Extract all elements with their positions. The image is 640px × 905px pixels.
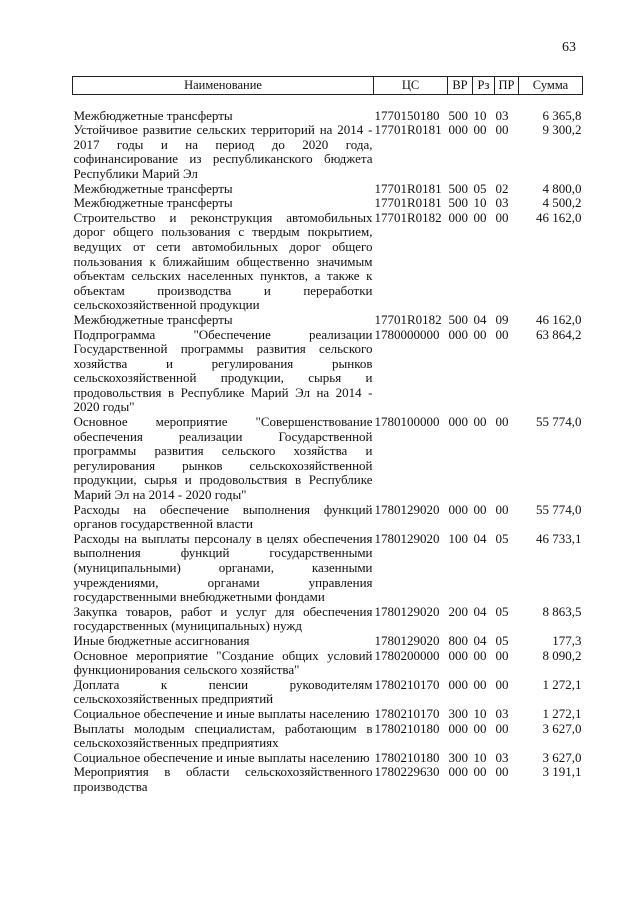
table-row: [73, 182, 583, 197]
cell-pr: 00: [495, 647, 509, 663]
cell-name: Мероприятия в области сельскохозяйственного производства: [73, 764, 373, 794]
table-row: [73, 328, 583, 416]
cell-cs: 17701R0181: [374, 122, 442, 138]
cell-vr: 000: [448, 326, 468, 342]
cell-name: Социальное обеспечение и иные выплаты населению: [73, 749, 370, 765]
cell-cs: 1780129020: [374, 603, 440, 619]
cell-vr: 100: [448, 530, 468, 546]
cell-sum: 46 733,1: [536, 530, 582, 546]
cell-cs: 1780129020: [374, 530, 440, 546]
cell-rz: 00: [473, 122, 487, 138]
cell-vr: 000: [448, 209, 468, 225]
cell-vr: 000: [448, 414, 468, 430]
cell-sum: 4 800,0: [542, 180, 582, 196]
cell-cs: 1780200000: [374, 647, 440, 663]
cell-pr: 03: [495, 749, 509, 765]
cell-sum: 6 365,8: [542, 107, 582, 123]
cell-cs: 1780000000: [374, 326, 440, 342]
cell-vr: 800: [448, 632, 468, 648]
cell-vr: 200: [448, 603, 468, 619]
cell-pr: 00: [495, 720, 509, 736]
cell-cs: 1780210180: [374, 749, 440, 765]
cell-pr: 00: [495, 501, 509, 517]
cell-sum: 46 162,0: [536, 311, 582, 327]
header-pr: ПР: [495, 77, 519, 95]
cell-name: Закупка товаров, работ и услуг для обеспечения государственных (муниципальных) нужд: [73, 603, 373, 634]
cell-pr: 05: [495, 530, 509, 546]
cell-sum: 4 500,2: [542, 195, 582, 211]
cell-sum: 55 774,0: [536, 501, 582, 517]
cell-pr: 02: [495, 180, 509, 196]
table-row: [73, 751, 583, 766]
cell-pr: 00: [495, 764, 509, 780]
table-row: [73, 678, 583, 707]
cell-vr: 300: [448, 749, 468, 765]
cell-vr: 500: [448, 107, 468, 123]
cell-rz: 10: [473, 195, 487, 211]
cell-name: Межбюджетные трансферты: [73, 195, 233, 211]
cell-pr: 09: [495, 311, 509, 327]
cell-sum: 177,3: [552, 632, 582, 648]
cell-rz: 04: [473, 632, 487, 648]
cell-rz: 04: [473, 603, 487, 619]
cell-pr: 00: [495, 414, 509, 430]
cell-name: Межбюджетные трансферты: [73, 311, 233, 327]
table-body: [73, 94, 583, 794]
cell-cs: 1770150180: [374, 107, 440, 123]
cell-sum: 46 162,0: [536, 209, 582, 225]
cell-cs: 1780129020: [374, 501, 440, 517]
cell-rz: 10: [473, 749, 487, 765]
cell-cs: 1780229630: [374, 764, 440, 780]
cell-vr: 000: [448, 501, 468, 517]
table-row: [73, 707, 583, 722]
cell-sum: 8 090,2: [542, 647, 582, 663]
cell-sum: 9 300,2: [542, 122, 582, 138]
cell-rz: 05: [473, 180, 487, 196]
cell-sum: 63 864,2: [536, 326, 582, 342]
header-cs: ЦС: [374, 77, 448, 95]
cell-pr: 03: [495, 107, 509, 123]
cell-rz: 00: [473, 414, 487, 430]
cell-sum: 3 627,0: [542, 749, 582, 765]
cell-rz: 00: [473, 209, 487, 225]
header-vr: ВР: [448, 77, 473, 95]
cell-name: Подпрограмма "Обеспечение реализации Государственной программы развития сельского хозяйства и регулирования рынков сельскохозяйственной продукции, сырья и продовольствия в Республике Марий Эл на 2014 - 2020 годы": [73, 326, 373, 415]
table-row: [73, 196, 583, 211]
table-row: [73, 722, 583, 751]
cell-pr: 00: [495, 326, 509, 342]
cell-vr: 000: [448, 122, 468, 138]
cell-sum: 8 863,5: [542, 603, 582, 619]
cell-rz: 00: [473, 764, 487, 780]
table-row: [73, 634, 583, 649]
cell-name: Основное мероприятие "Создание общих условий функционирования сельского хозяйства": [73, 647, 373, 678]
cell-name: Межбюджетные трансферты: [73, 180, 233, 196]
cell-cs: 1780210170: [374, 705, 440, 721]
cell-vr: 000: [448, 764, 468, 780]
cell-sum: 55 774,0: [536, 414, 582, 430]
cell-sum: 3 191,1: [542, 764, 582, 780]
cell-name: Выплаты молодым специалистам, работающим в сельскохозяйственных предприятиях: [73, 720, 373, 751]
budget-table: [72, 76, 583, 795]
cell-sum: 3 627,0: [542, 720, 582, 736]
cell-rz: 00: [473, 326, 487, 342]
cell-vr: 500: [448, 195, 468, 211]
cell-cs: 1780210180: [374, 720, 440, 736]
cell-vr: 300: [448, 705, 468, 721]
cell-cs: 1780129020: [374, 632, 440, 648]
cell-cs: 17701R0181: [374, 195, 442, 211]
table-row: [73, 415, 583, 503]
cell-rz: 00: [473, 720, 487, 736]
cell-pr: 00: [495, 209, 509, 225]
cell-vr: 000: [448, 647, 468, 663]
cell-cs: 1780100000: [374, 414, 440, 430]
table-row: [73, 313, 583, 328]
cell-pr: 05: [495, 603, 509, 619]
table-row: [73, 532, 583, 605]
cell-cs: 17701R0182: [374, 209, 442, 225]
table-row: [73, 211, 583, 313]
cell-name: Расходы на выплаты персоналу в целях обеспечения выполнения функций государственными (муниципальными) органами, казенными учреждениями, органами управления государственными внебюджетными фондами: [73, 530, 373, 605]
table-header: [73, 77, 583, 95]
header-rz: Рз: [473, 77, 495, 95]
cell-pr: 00: [495, 122, 509, 138]
cell-cs: 17701R0182: [374, 311, 442, 327]
cell-name: Основное мероприятие "Совершенствование обеспечения реализации Государственной программы развития сельского хозяйства и регулирования рынков сельскохозяйственной продукции, сырья и продовольствия в Республике Марий Эл на 2014 - 2020 годы": [73, 414, 373, 503]
cell-name: Социальное обеспечение и иные выплаты населению: [73, 705, 370, 721]
table-row: [73, 765, 583, 794]
table-row: [73, 605, 583, 634]
cell-sum: 1 272,1: [542, 705, 582, 721]
cell-cs: 1780210170: [374, 676, 440, 692]
cell-name: Доплата к пенсии руководителям сельскохозяйственных предприятий: [73, 676, 373, 707]
cell-rz: 04: [473, 311, 487, 327]
page-number: 63: [562, 40, 576, 55]
cell-rz: 00: [473, 647, 487, 663]
table-row: [73, 109, 583, 124]
table-row: [73, 123, 583, 181]
table-row: [73, 503, 583, 532]
cell-pr: 00: [495, 676, 509, 692]
cell-name: Иные бюджетные ассигнования: [73, 632, 250, 648]
cell-name: Устойчивое развитие сельских территорий на 2014 - 2017 годы и на период до 2020 года, софинансирование из республиканского бюджета Республики Марий Эл: [73, 122, 373, 181]
header-sum: Сумма: [519, 77, 583, 95]
cell-rz: 00: [473, 676, 487, 692]
cell-name: Строительство и реконструкция автомобильных дорог общего пользования с твердым покрытием, ведущих от сети автомобильных дорог общего пользования к ближайшим общественно значимым объектам сельских населенных пунктов, а также к объектам производства и переработки сельскохозяйственной продукции: [73, 209, 373, 313]
table-row: [73, 649, 583, 678]
cell-rz: 10: [473, 107, 487, 123]
cell-rz: 04: [473, 530, 487, 546]
cell-rz: 10: [473, 705, 487, 721]
cell-pr: 03: [495, 705, 509, 721]
cell-pr: 03: [495, 195, 509, 211]
cell-vr: 500: [448, 180, 468, 196]
cell-name: Межбюджетные трансферты: [73, 107, 233, 123]
cell-vr: 500: [448, 311, 468, 327]
cell-sum: 1 272,1: [542, 676, 582, 692]
cell-pr: 05: [495, 632, 509, 648]
cell-vr: 000: [448, 676, 468, 692]
cell-cs: 17701R0181: [374, 180, 442, 196]
cell-vr: 000: [448, 720, 468, 736]
header-name: Наименование: [73, 77, 374, 95]
cell-rz: 00: [473, 501, 487, 517]
cell-name: Расходы на обеспечение выполнения функций органов государственной власти: [73, 501, 373, 532]
